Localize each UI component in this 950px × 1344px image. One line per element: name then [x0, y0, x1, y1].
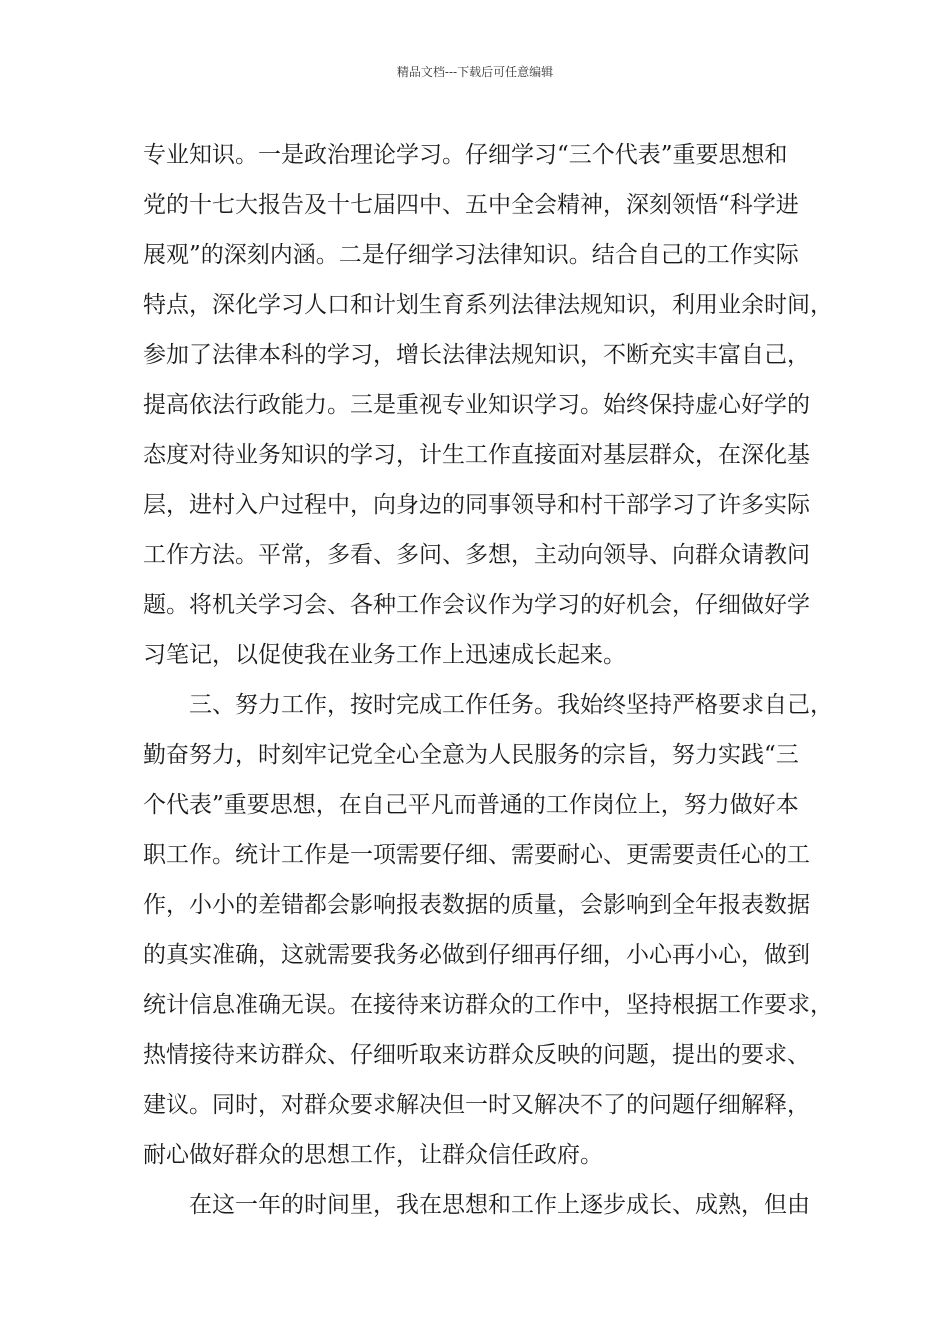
text-line: 职工作。统计工作是一项需要仔细、需要耐心、更需要责任心的工	[143, 842, 810, 868]
text-line: 参加了法律本科的学习，增长法律法规知识，不断充实丰富自己，	[143, 342, 810, 368]
text-line: 建议。同时，对群众要求解决但一时又解决不了的问题仔细解释，	[143, 1092, 810, 1118]
text-line: 特点，深化学习人口和计划生育系列法律法规知识，利用业余时间，	[143, 292, 833, 318]
text-line: 党的十七大报告及十七届四中、五中全会精神，深刻领悟“科学进	[143, 192, 799, 218]
text-line: 个代表”重要思想，在自己平凡而普通的工作岗位上，努力做好本	[143, 792, 799, 818]
text-line: 耐心做好群众的思想工作，让群众信任政府。	[143, 1142, 603, 1168]
text-line: 态度对待业务知识的学习，计生工作直接面对基层群众，在深化基	[143, 442, 810, 468]
text-line: 习笔记，以促使我在业务工作上迅速成长起来。	[143, 642, 626, 668]
text-line: 题。将机关学习会、各种工作会议作为学习的好机会，仔细做好学	[143, 592, 810, 618]
text-line: 统计信息准确无误。在接待来访群众的工作中，坚持根据工作要求，	[143, 992, 833, 1018]
text-line: 的真实准确，这就需要我务必做到仔细再仔细，小心再小心，做到	[143, 942, 810, 968]
text-line: 勤奋努力，时刻牢记党全心全意为人民服务的宗旨，努力实践“三	[143, 742, 799, 768]
text-line: 展观”的深刻内涵。二是仔细学习法律知识。结合自己的工作实际	[143, 242, 799, 268]
document-body	[143, 130, 833, 1230]
text-line: 作，小小的差错都会影响报表数据的质量，会影响到全年报表数据	[143, 892, 810, 918]
text-line: 专业知识。一是政治理论学习。仔细学习“三个代表”重要思想和	[143, 142, 788, 168]
paragraph-start-line: 在这一年的时间里，我在思想和工作上逐步成长、成熟，但由	[189, 1192, 810, 1218]
text-line: 工作方法。平常，多看、多问、多想，主动向领导、向群众请教问	[143, 542, 810, 568]
text-line: 层，进村入户过程中，向身边的同事领导和村干部学习了许多实际	[143, 492, 810, 518]
text-line: 热情接待来访群众、仔细听取来访群众反映的问题，提出的要求、	[143, 1042, 810, 1068]
page-header: 精品文档---下载后可任意编辑	[396, 65, 554, 79]
paragraph-start-line: 三、努力工作，按时完成工作任务。我始终坚持严格要求自己，	[189, 692, 833, 718]
text-line: 提高依法行政能力。三是重视专业知识学习。始终保持虚心好学的	[143, 392, 810, 418]
